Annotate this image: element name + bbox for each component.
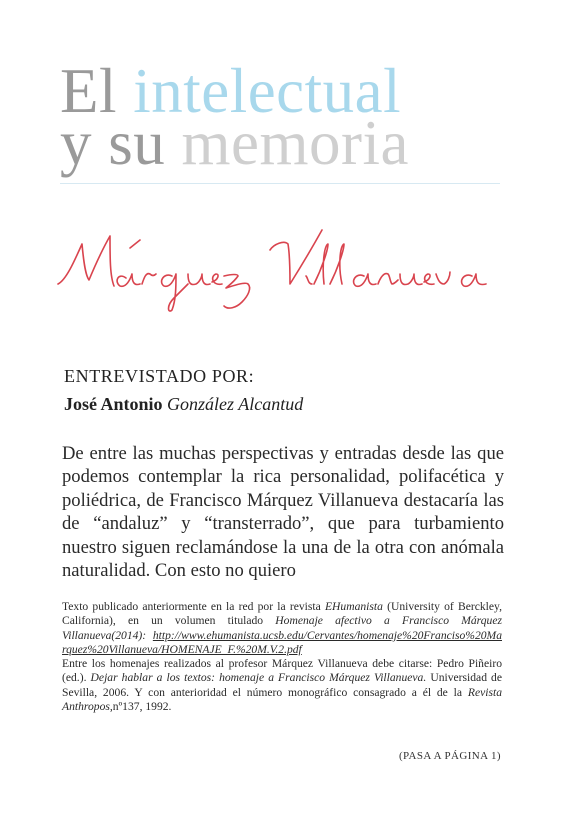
title-word-intelectual: intelectual bbox=[133, 56, 402, 126]
note-volume-title: Homenaje afectivo a Francisco Márquez Villanueva(2014): bbox=[62, 614, 502, 642]
note-book-title: Dejar hablar a los textos: homenaje a Francisco Márquez Villanueva. bbox=[90, 671, 427, 685]
note-paragraph-1 bbox=[62, 600, 502, 657]
signature-marquez-villanueva bbox=[52, 222, 522, 317]
note-text: nº137, 1992. bbox=[112, 700, 172, 714]
source-notes bbox=[62, 600, 502, 714]
note-journal: EHumanista bbox=[324, 600, 383, 613]
interviewer-last-name: González Alcantud bbox=[167, 394, 304, 414]
interviewed-by-label: ENTREVISTADO POR: bbox=[64, 366, 255, 386]
note-paragraph-2 bbox=[62, 657, 502, 714]
title-word-el: El bbox=[60, 56, 117, 126]
source-link[interactable]: http://www.ehumanista.ucsb.edu/Cervantes/homenaje%20Franciso%20Marquez%20Villanueva/HOMENAJE_F.%20M.V.2.pdf bbox=[62, 628, 502, 656]
note-text: (University of Berckley, California), en un volumen titulado bbox=[62, 600, 502, 628]
title-line-2 bbox=[60, 108, 409, 178]
title-rule bbox=[60, 183, 500, 184]
continued-on-page: (PASA A PÁGINA 1) bbox=[398, 750, 501, 762]
note-journal: Revista Anthropos, bbox=[62, 685, 502, 714]
title-word-y-su: y su bbox=[60, 108, 166, 178]
note-text: Entre los homenajes realizados al profesor Márquez Villanueva debe citarse: Pedro Piñeiro (ed.). bbox=[62, 657, 502, 685]
title-word-memoria: memoria bbox=[181, 108, 409, 178]
note-text: Universidad de Sevilla, 2006. Y con anterioridad el número monográfico consagrado a él de la bbox=[62, 671, 503, 699]
interviewer-name bbox=[64, 394, 303, 415]
interviewer-first-name: José Antonio bbox=[64, 394, 163, 414]
note-text: Texto publicado anteriormente en la red por la revista bbox=[62, 600, 321, 613]
body-paragraph: De entre las muchas perspectivas y entradas desde las que podemos contemplar la rica personalidad, polifacética y poliédrica, de Francisco Márquez Villanueva destacaría las de “andaluz” y “transterrado”, que para turbamiento nuestro siguen reclamándose la una de la otra con anómala naturalidad. Con esto no quiero bbox=[62, 443, 504, 582]
